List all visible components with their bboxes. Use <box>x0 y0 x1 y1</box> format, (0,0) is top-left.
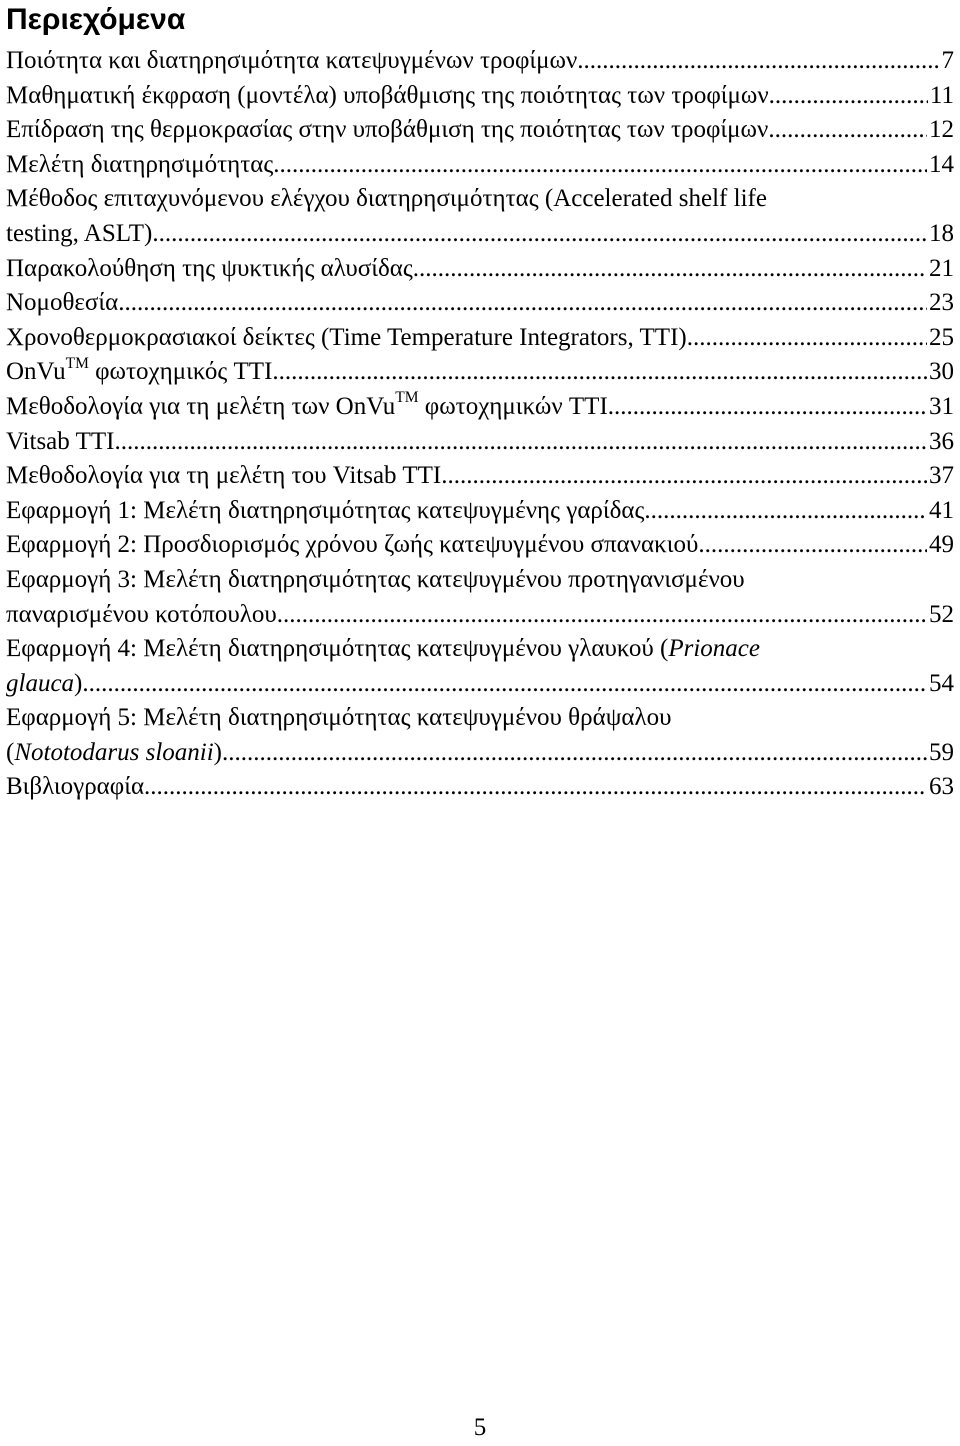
toc-entry-title: Βιβλιογραφία <box>6 773 145 801</box>
dot-leader <box>608 390 927 425</box>
toc-entry[interactable] <box>6 286 954 321</box>
toc-entry-page-number: 30 <box>929 358 954 386</box>
toc-entry[interactable] <box>6 113 954 148</box>
toc-entry-page-number: 54 <box>929 669 954 697</box>
toc-entry-page-number: 41 <box>929 496 954 524</box>
dot-leader <box>118 286 927 321</box>
toc-entry-title: Μαθηματική έκφραση (μοντέλα) υποβάθμισης της ποιότητας των τροφίμων <box>6 81 769 109</box>
toc-entry-title-line: Εφαρμογή 3: Μελέτη διατηρησιμότητας κατεψυγμένου προτηγανισμένου <box>6 565 745 593</box>
toc-entry-line <box>6 390 954 425</box>
toc-entry-page-number: 25 <box>929 323 954 351</box>
toc-entry-title <box>6 355 272 390</box>
toc-entry-title: (Nototodarus sloanii) <box>6 738 222 766</box>
toc-entry[interactable] <box>6 701 954 770</box>
dot-leader <box>769 79 928 114</box>
dot-leader <box>272 355 927 390</box>
toc-entry-page-number: 63 <box>929 773 954 801</box>
dot-leader <box>698 528 927 563</box>
page-number: 5 <box>473 1414 487 1441</box>
toc-entry-title: Παρακολούθηση της ψυκτικής αλυσίδας <box>6 254 413 282</box>
toc-entry-line <box>6 598 954 633</box>
toc-entry-title: Εφαρμογή 1: Μελέτη διατηρησιμότητας κατεψυγμένης γαρίδας <box>6 496 645 524</box>
toc-entry[interactable] <box>6 182 954 251</box>
toc-entry-line <box>6 770 954 805</box>
toc-entry-page-number: 14 <box>929 150 954 178</box>
toc-entry-title-text: φωτοχημικός TTI <box>88 358 273 386</box>
toc-entry-title-text: φωτοχημικών TTI <box>418 392 608 420</box>
toc-entry-title: Μεθοδολογία για τη μελέτη του Vitsab TTI <box>6 462 442 490</box>
toc-entry-page-number: 59 <box>929 738 954 766</box>
toc-entry-line <box>6 355 954 390</box>
toc-entry-title <box>6 390 608 425</box>
toc-entry[interactable] <box>6 252 954 287</box>
toc-entry-page-number: 12 <box>929 116 954 144</box>
toc-entry-page-number: 23 <box>929 289 954 317</box>
toc-entry-title: Επίδραση της θερμοκρασίας στην υποβάθμιση της ποιότητας των τροφίμων <box>6 116 769 144</box>
toc-entry-line <box>6 44 954 79</box>
toc-entry[interactable] <box>6 563 954 632</box>
toc-entry-page-number: 36 <box>929 427 954 455</box>
dot-leader <box>768 113 927 148</box>
toc-entry[interactable] <box>6 459 954 494</box>
toc-entry-title: testing, ASLT) <box>6 219 153 247</box>
dot-leader <box>114 425 927 460</box>
toc-entry-page-number: 7 <box>941 47 954 74</box>
toc-entry-page-number: 31 <box>929 392 954 420</box>
toc-entry-title: glauca) <box>6 669 83 697</box>
toc-entry[interactable] <box>6 148 954 183</box>
toc-entry-line <box>6 425 954 460</box>
toc-entry-line <box>6 113 954 148</box>
species-name: Prionace <box>668 635 760 663</box>
toc-entry[interactable] <box>6 770 954 805</box>
toc-entry[interactable] <box>6 321 954 356</box>
toc-entry-title-text: Μεθοδολογία για τη μελέτη των OnVu <box>6 392 396 420</box>
dot-leader <box>277 598 927 633</box>
toc-entry-line <box>6 459 954 494</box>
toc-entry-title: Μελέτη διατηρησιμότητας <box>6 150 274 178</box>
dot-leader <box>152 217 927 252</box>
toc-entry[interactable] <box>6 494 954 529</box>
toc-entry-page-number: 49 <box>929 531 954 559</box>
toc-entry-title-text: OnVu <box>6 358 66 386</box>
toc-list <box>6 44 954 805</box>
toc-entry-title-line: Μέθοδος επιταχυνόμενου ελέγχου διατηρησιμότητας (Accelerated shelf life <box>6 185 767 213</box>
dot-leader <box>413 252 927 287</box>
dot-leader <box>144 770 927 805</box>
toc-entry-page-number: 37 <box>929 462 954 490</box>
toc-entry-title: Vitsab TTI <box>6 427 115 455</box>
toc-entry-title-line: Εφαρμογή 5: Μελέτη διατηρησιμότητας κατεψυγμένου θράψαλου <box>6 704 672 732</box>
toc-entry-line <box>6 286 954 321</box>
toc-entry-line <box>6 217 954 252</box>
toc-entry-page-number: 11 <box>929 81 954 109</box>
toc-entry-line <box>6 252 954 287</box>
toc-entry[interactable] <box>6 528 954 563</box>
toc-entry-line <box>6 494 954 529</box>
toc-entry[interactable] <box>6 79 954 114</box>
toc-entry-line <box>6 528 954 563</box>
dot-leader <box>222 736 927 771</box>
toc-entry-title: Χρονοθερμοκρασιακοί δείκτες (Time Temperature Integrators, TTI) <box>6 323 687 351</box>
toc-entry[interactable] <box>6 425 954 460</box>
species-name: glauca <box>6 669 75 697</box>
toc-entry-page-number: 52 <box>929 600 954 628</box>
toc-entry-title-line: Εφαρμογή 4: Μελέτη διατηρησιμότητας κατεψυγμένου γλαυκού (Prionace <box>6 635 760 663</box>
trademark-superscript: TM <box>65 354 89 372</box>
toc-entry-title: παναρισμένου κοτόπουλου <box>6 600 277 628</box>
toc-entry-title: Ποιότητα και διατηρησιμότητα κατεψυγμένων τροφίμων <box>6 47 578 74</box>
toc-entry[interactable] <box>6 390 954 425</box>
toc-entry-page-number: 21 <box>929 254 954 282</box>
toc-heading: Περιεχόμενα <box>6 3 186 36</box>
dot-leader <box>441 459 927 494</box>
dot-leader <box>82 667 927 702</box>
toc-entry-line <box>6 321 954 356</box>
species-name: Nototodarus sloanii <box>14 738 214 766</box>
toc-entry-page-number: 18 <box>929 219 954 247</box>
toc-entry[interactable] <box>6 632 954 701</box>
trademark-superscript: TM <box>395 389 419 407</box>
toc-entry-line <box>6 148 954 183</box>
toc-entry-line <box>6 79 954 114</box>
toc-entry-line <box>6 667 954 702</box>
toc-entry-title: Νομοθεσία <box>6 289 119 317</box>
toc-entry-line <box>6 736 954 771</box>
toc-entry-title: Εφαρμογή 2: Προσδιορισμός χρόνου ζωής κατεψυγμένου σπανακιού <box>6 531 699 559</box>
dot-leader <box>644 494 927 529</box>
toc-entry[interactable] <box>6 355 954 390</box>
dot-leader <box>273 148 927 183</box>
dot-leader <box>577 44 939 79</box>
toc-entry[interactable] <box>6 44 954 79</box>
dot-leader <box>687 321 927 356</box>
